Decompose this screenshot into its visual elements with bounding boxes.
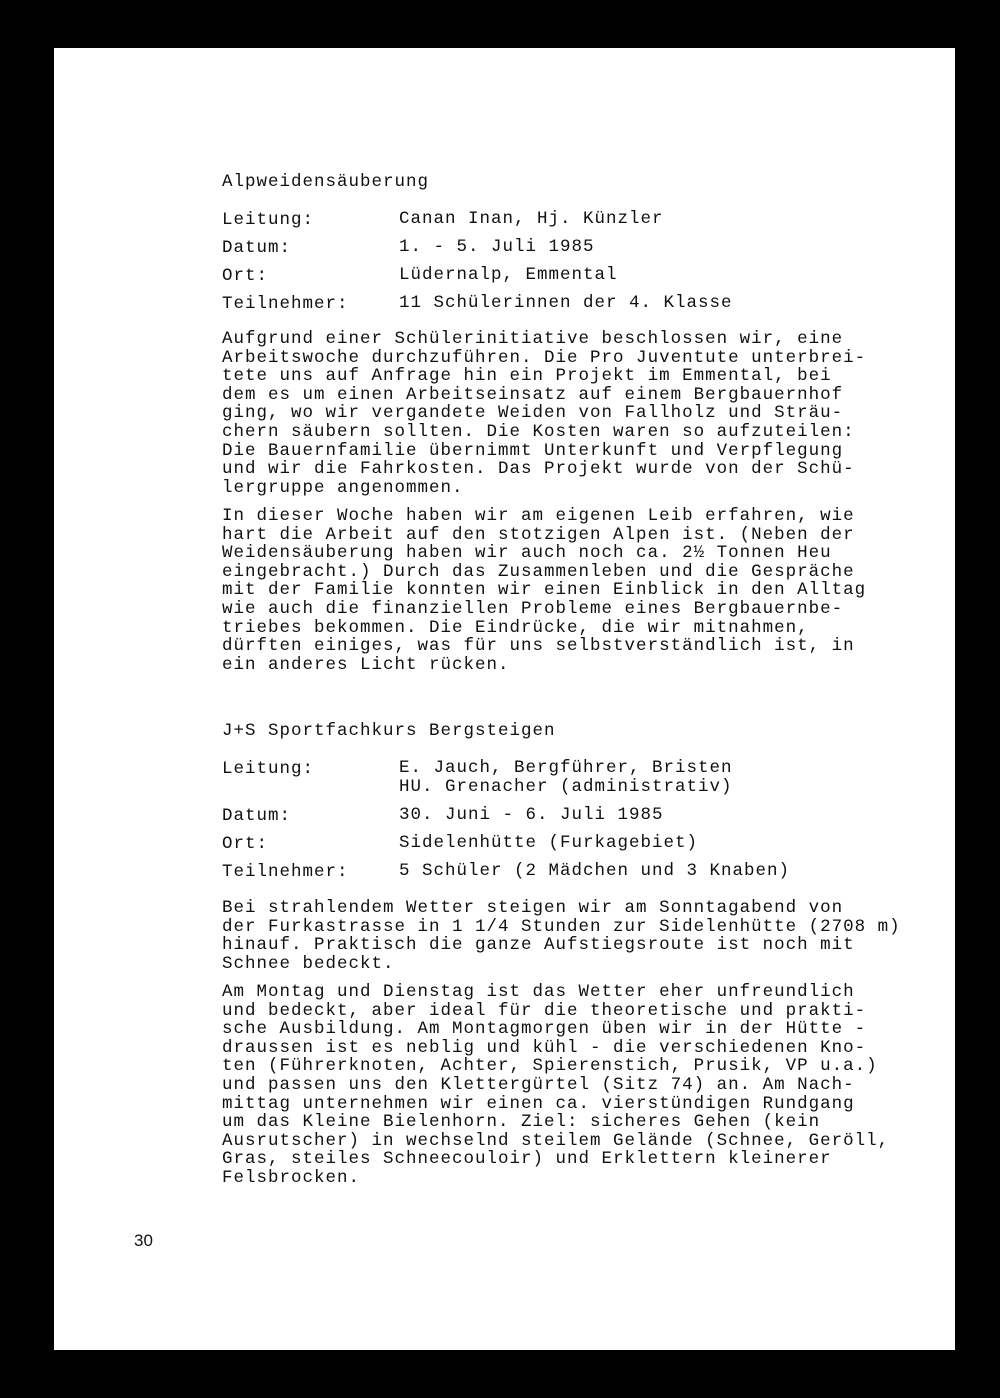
page-number: 30: [134, 1231, 153, 1250]
field-label: Teilnehmer:: [222, 862, 349, 882]
field-value: E. Jauch, Bergführer, Bristen HU. Grenacher (administrativ): [399, 758, 733, 797]
paragraph: Bei strahlendem Wetter steigen wir am Sonntagabend von der Furkastrasse in 1 1/4 Stunden zur Sidelenhütte (2708 m) hinauf. Praktisch die ganze Aufstiegsroute ist noch mit Schnee bedeckt.: [222, 898, 901, 974]
field-label: Ort:: [222, 834, 269, 854]
document-page: [54, 48, 955, 1350]
paragraph: In dieser Woche haben wir am eigenen Leib erfahren, wie hart die Arbeit auf den stotzigen Alpen ist. (Neben der Weidensäuberung haben wir auch noch ca. 2½ Tonnen Heu eingebracht.) Durch das Zusammenleben und die Gespräche mit der Familie konnten wir einen Einblick in den Alltag wie auch die finanziellen Probleme eines Bergbauernbe- triebes bekommen. Die Eindrücke, die wir mitnahmen, dürften einiges, was für uns selbstverständlich ist, in ein anderes Licht rücken.: [222, 506, 867, 675]
paragraph: Am Montag und Dienstag ist das Wetter eher unfreundlich und bedeckt, aber ideal für die theoretische und prakti- sche Ausbildung. Am Montagmorgen üben wir in der Hütte - draussen ist es neblig und kühl - die verschiedenen Kno- ten (Führerknoten, Achter, Spierenstich, Prusik, VP u.a.) und passen uns den Klettergürtel (Sitz 74) an. Am Nach- mittag unternehmen wir einen ca. vierstündigen Rundgang um das Kleine Bielenhorn. Ziel: sicheres Gehen (kein Ausrutscher) in wechselnd steilem Gelände (Schnee, Geröll, Gras, steiles Schneecouloir) und Erklettern kleinerer Felsbrocken.: [222, 982, 890, 1188]
field-label: Leitung:: [222, 210, 315, 230]
field-label: Leitung:: [222, 759, 315, 779]
field-value: Lüdernalp, Emmental: [399, 265, 618, 285]
section-title: Alpweidensäuberung: [222, 172, 430, 192]
field-value: 30. Juni - 6. Juli 1985: [399, 805, 664, 825]
field-value: 11 Schülerinnen der 4. Klasse: [399, 293, 733, 313]
field-label: Ort:: [222, 266, 269, 286]
field-value: Canan Inan, Hj. Künzler: [399, 209, 664, 229]
field-label: Teilnehmer:: [222, 294, 349, 314]
section-title: J+S Sportfachkurs Bergsteigen: [222, 721, 556, 741]
field-label: Datum:: [222, 806, 292, 826]
field-value: 5 Schüler (2 Mädchen und 3 Knaben): [399, 861, 791, 881]
field-value: 1. - 5. Juli 1985: [399, 237, 595, 257]
paragraph: Aufgrund einer Schülerinitiative beschlossen wir, eine Arbeitswoche durchzuführen. Die Pro Juventute unterbrei- tete uns auf Anfrage hin ein Projekt im Emmental, bei dem es um einen Arbeitseinsatz auf einem Bergbauernhof ging, wo wir vergandete Weiden von Fallholz und Sträu- chern säubern sollten. Die Kosten waren so aufzuteilen: Die Bauernfamilie übernimmt Unterkunft und Verpflegung und wir die Fahrkosten. Das Projekt wurde von der Schü- lergruppe angenommen.: [222, 329, 867, 498]
field-label: Datum:: [222, 238, 292, 258]
field-value: Sidelenhütte (Furkagebiet): [399, 833, 699, 853]
